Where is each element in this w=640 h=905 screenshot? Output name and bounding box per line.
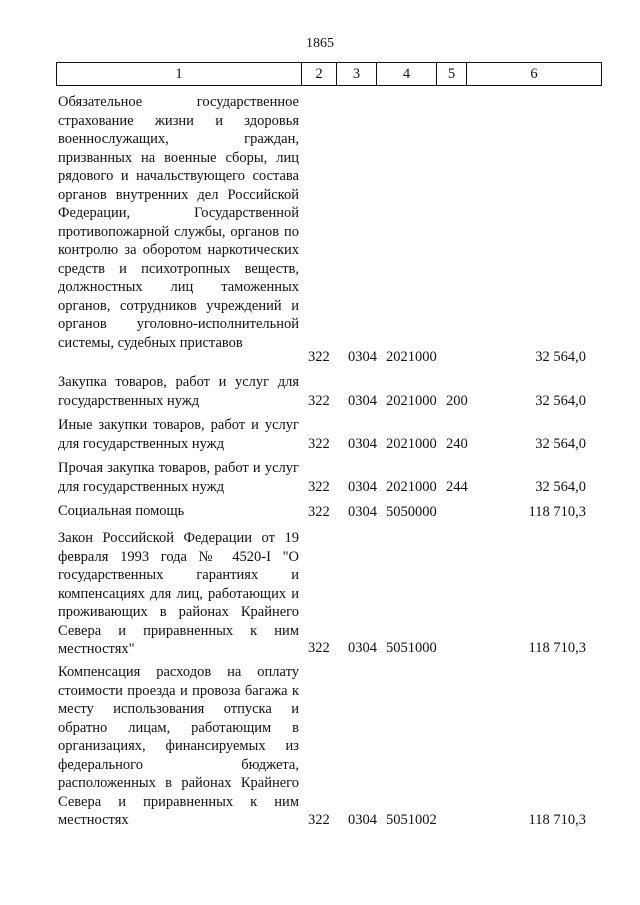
row-section-code: 0304: [348, 435, 377, 452]
row-ministry-code: 322: [308, 503, 330, 520]
row-expense-type-code: 200: [446, 392, 468, 409]
table-row: [0, 663, 640, 829]
row-amount: 32 564,0: [535, 392, 586, 409]
row-amount: 118 710,3: [528, 811, 586, 828]
table-header: [56, 62, 602, 86]
row-ministry-code: 322: [308, 392, 330, 409]
header-col-3: 3: [337, 63, 377, 85]
header-col-4: 4: [377, 63, 437, 85]
row-amount: 32 564,0: [535, 348, 586, 365]
row-target-code: 2021000: [386, 435, 437, 452]
header-col-6: 6: [530, 66, 538, 82]
row-target-code: 2021000: [386, 478, 437, 495]
row-description: Закупка товаров, работ и услуг для государственных нужд: [58, 374, 299, 409]
header-col-5: 5: [437, 63, 467, 85]
row-target-code: 5051000: [386, 639, 437, 656]
row-amount: 118 710,3: [528, 503, 586, 520]
row-description: Закон Российской Федерации от 19 февраля 1993 года № 4520-I "О государственных гарантиях и компенсациях для лиц, работающих и проживающих в районах Крайнего Севера и приравненных к ним местностях": [58, 530, 299, 657]
row-amount: 32 564,0: [535, 435, 586, 452]
row-target-code: 2021000: [386, 348, 437, 365]
row-target-code: 5050000: [386, 503, 437, 520]
row-section-code: 0304: [348, 503, 377, 520]
row-expense-type-code: 244: [446, 478, 468, 495]
header-col-1: 1: [57, 63, 302, 85]
row-section-code: 0304: [348, 348, 377, 365]
table-row: [0, 416, 640, 453]
table-row: [0, 373, 640, 410]
row-section-code: 0304: [348, 639, 377, 656]
header-col-2: 2: [302, 63, 337, 85]
row-ministry-code: 322: [308, 639, 330, 656]
row-target-code: 2021000: [386, 392, 437, 409]
row-description: Компенсация расходов на оплату стоимости проезда и провоза багажа к месту использования отпуска и обратно лицам, работающим в организациях, финансируемых из федерального бюджета, расположенных в районах Крайнего Севера и приравненных к ним местностях: [58, 664, 299, 828]
row-description: Социальная помощь: [58, 503, 185, 519]
row-description: Иные закупки товаров, работ и услуг для государственных нужд: [58, 417, 299, 452]
page-number: 1865: [306, 36, 334, 51]
row-section-code: 0304: [348, 811, 377, 828]
row-description: Прочая закупка товаров, работ и услуг для государственных нужд: [58, 460, 299, 495]
row-section-code: 0304: [348, 478, 377, 495]
row-section-code: 0304: [348, 392, 377, 409]
row-ministry-code: 322: [308, 435, 330, 452]
row-ministry-code: 322: [308, 811, 330, 828]
row-expense-type-code: 240: [446, 435, 468, 452]
table-row: [0, 459, 640, 496]
table-row: [0, 529, 640, 657]
table-row: [0, 502, 640, 521]
row-amount: 32 564,0: [535, 478, 586, 495]
row-ministry-code: 322: [308, 348, 330, 365]
table-row: [0, 93, 640, 366]
row-amount: 118 710,3: [528, 639, 586, 656]
row-description: Обязательное государственное страхование жизни и здоровья военнослужащих, граждан, призванных на военные сборы, лиц рядового и начальствующего состава органов внутренних дел Российской Федерации, Государственной противопожарной службы, органов по контролю за оборотом наркотических средств и психотропных веществ, должностных лиц таможенных органов, сотрудников учреждений и органов уголовно-исполнительной системы, судебных приставов: [58, 94, 299, 351]
row-ministry-code: 322: [308, 478, 330, 495]
row-target-code: 5051002: [386, 811, 437, 828]
